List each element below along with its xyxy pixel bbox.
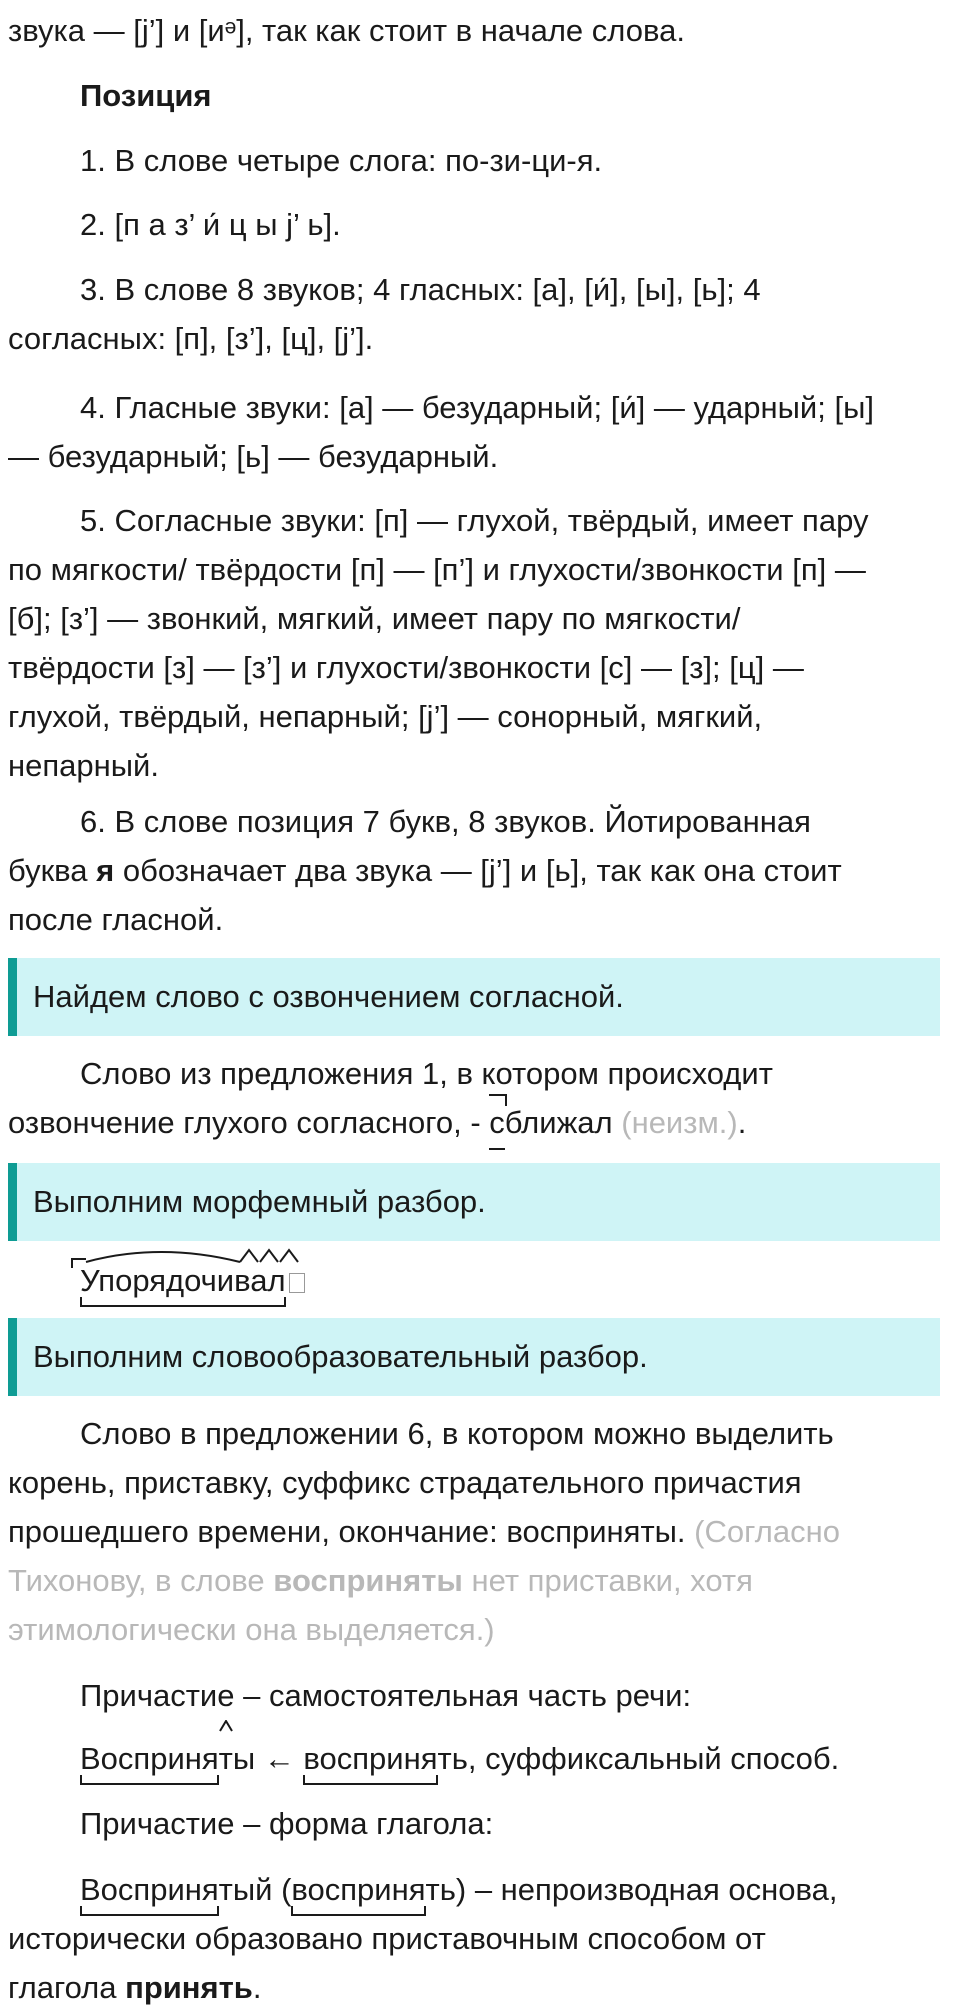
ending: ы [232, 1741, 256, 1776]
text-fragment: ть) – непроизводная основа, [425, 1872, 838, 1907]
text-fragment: озвончение глухого согласного, - [8, 1105, 490, 1140]
note-gray-bold: восприняты [273, 1563, 463, 1598]
empty-ending-box [289, 1273, 305, 1293]
morpheme-word: Упорядочивал [80, 1256, 286, 1305]
text-line: [б]; [з’] — звонкий, мягкий, имеет пару по мягкости/ [8, 601, 741, 636]
word-rest: ближал [504, 1105, 613, 1140]
text-line [8, 846, 952, 895]
source-word-base: восприня [303, 1734, 437, 1783]
prefix-marked-letter: с [489, 1098, 505, 1147]
section-header: Выполним морфемный разбор. [8, 1163, 940, 1241]
derivation-line [8, 1865, 960, 1914]
text-line: — безударный; [ь] — безударный. [8, 439, 499, 474]
text-line: согласных: [п], [з’], [ц], [j’]. [8, 321, 374, 356]
arrow-left-icon: ← [255, 1741, 304, 1776]
note-gray: (неизм.) [612, 1105, 738, 1140]
text-line [8, 1507, 952, 1556]
text-line: Слово в предложении 6, в котором можно выделить [80, 1416, 834, 1451]
text-line: твёрдости [з] — [з’] и глухости/звонкости [с] — [з]; [ц] — [8, 650, 804, 685]
source-word-base: восприня [291, 1865, 425, 1914]
text-line: звука — [j’] и [иᵊ], так как стоит в начале слова. [8, 13, 685, 48]
derived-word-base: Восприня [80, 1865, 219, 1914]
text-line: 6. В слове позиция 7 букв, 8 звуков. Йотированная [80, 804, 811, 839]
note-gray: (Согласно [685, 1514, 840, 1549]
text-line [8, 1098, 952, 1147]
bold-letter: я [96, 853, 115, 888]
morpheme-analysis [8, 1256, 960, 1305]
text-line: после гласной. [8, 902, 224, 937]
text-fragment: . [737, 1105, 747, 1140]
text-fragment: буква [8, 853, 97, 888]
text-line: по мягкости/ твёрдости [п] — [п’] и глухости/звонкости [п] — [8, 552, 866, 587]
text-fragment: прошедшего времени, окончание: восприняты. [8, 1514, 686, 1549]
text-line: Слово из предложения 1, в котором происходит [80, 1056, 773, 1091]
suffix-letter: т [219, 1734, 233, 1783]
section-header: Найдем слово с озвончением согласной. [8, 958, 940, 1036]
note-gray: нет приставки, хотя [462, 1563, 753, 1598]
section-header: Выполним словообразовательный разбор. [8, 1318, 940, 1396]
text-fragment: обозначает два звука — [j’] и [ь], так как она стоит [114, 853, 842, 888]
text-line: непарный. [8, 748, 159, 783]
text-line: корень, приставку, суффикс страдательного причастия [8, 1465, 802, 1500]
text-line: 4. Гласные звуки: [а] — безударный; [и́] — ударный; [ы] [80, 390, 874, 425]
text-line: 5. Согласные звуки: [п] — глухой, твёрдый, имеет пару [80, 503, 869, 538]
text-line: исторически образовано приставочным способом от [8, 1921, 766, 1956]
derivation-line [8, 1734, 960, 1783]
text-line: 1. В слове четыре слога: по-зи-ци-я. [80, 143, 603, 178]
text-fragment: ть, суффиксальный способ. [437, 1741, 840, 1776]
text-line: Причастие – форма глагола: [80, 1806, 494, 1841]
bold-word: принять [125, 1970, 253, 2005]
text-line: глухой, твёрдый, непарный; [j’] — сонорный, мягкий, [8, 699, 763, 734]
text-fragment: глагола [8, 1970, 126, 2005]
section-heading: Позиция [80, 78, 212, 113]
derived-word-base: Восприня [80, 1734, 219, 1783]
text-fragment: тый ( [218, 1872, 292, 1907]
text-line [8, 1963, 952, 2012]
note-gray: Тихонову, в слове [8, 1563, 274, 1598]
text-line: этимологически она выделяется.) [8, 1612, 495, 1647]
text-line [8, 1556, 952, 1605]
suffix-mark-icon [219, 1720, 233, 1732]
text-fragment: . [252, 1970, 262, 2005]
text-line: Причастие – самостоятельная часть речи: [80, 1678, 692, 1713]
text-line: 3. В слове 8 звуков; 4 гласных: [а], [и́], [ы], [ь]; 4 [80, 272, 761, 307]
text-line: 2. [п а з’ и́ ц ы j’ ь]. [80, 207, 341, 242]
